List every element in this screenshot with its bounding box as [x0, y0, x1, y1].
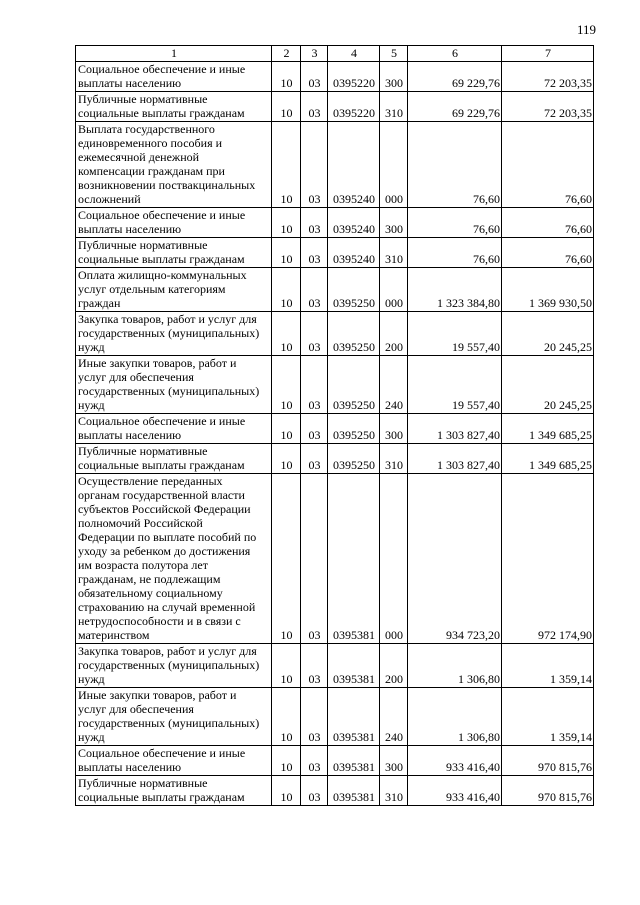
- section-code: 10: [272, 746, 301, 776]
- table-row: [76, 444, 594, 474]
- subsection-code: 03: [301, 92, 328, 122]
- table-row: [76, 644, 594, 688]
- expense-type-code: 240: [380, 688, 408, 746]
- amount-col7: 1 349 685,25: [502, 444, 594, 474]
- section-code: 10: [272, 208, 301, 238]
- amount-col7: 970 815,76: [502, 776, 594, 806]
- section-code: 10: [272, 776, 301, 806]
- table-row: [76, 122, 594, 208]
- table-row: [76, 238, 594, 268]
- target-article-code: 0395240: [328, 122, 380, 208]
- target-article-code: 0395250: [328, 356, 380, 414]
- subsection-code: 03: [301, 444, 328, 474]
- amount-col6: 1 323 384,80: [408, 268, 502, 312]
- section-code: 10: [272, 414, 301, 444]
- row-name: Закупка товаров, работ и услуг для государственных (муниципальных) нужд: [76, 644, 272, 688]
- row-name: Выплата государственного единовременного пособия и ежемесячной денежной компенсации гражданам при возникновении поствакцинальных осложнений: [76, 122, 272, 208]
- amount-col7: 76,60: [502, 122, 594, 208]
- row-name: Оплата жилищно-коммунальных услуг отдельным категориям граждан: [76, 268, 272, 312]
- expense-type-code: 310: [380, 238, 408, 268]
- expense-type-code: 310: [380, 92, 408, 122]
- table-row: [76, 776, 594, 806]
- amount-col6: 1 303 827,40: [408, 414, 502, 444]
- target-article-code: 0395240: [328, 238, 380, 268]
- amount-col7: 20 245,25: [502, 312, 594, 356]
- table-row: [76, 474, 594, 644]
- section-code: 10: [272, 688, 301, 746]
- section-code: 10: [272, 356, 301, 414]
- target-article-code: 0395250: [328, 268, 380, 312]
- amount-col6: 69 229,76: [408, 92, 502, 122]
- column-header: 3: [301, 46, 328, 62]
- amount-col7: 72 203,35: [502, 92, 594, 122]
- expense-type-code: 200: [380, 644, 408, 688]
- section-code: 10: [272, 268, 301, 312]
- expense-type-code: 240: [380, 356, 408, 414]
- column-header: 1: [76, 46, 272, 62]
- expense-type-code: 300: [380, 62, 408, 92]
- column-header: 6: [408, 46, 502, 62]
- row-name: Публичные нормативные социальные выплаты гражданам: [76, 238, 272, 268]
- amount-col7: 76,60: [502, 238, 594, 268]
- section-code: 10: [272, 312, 301, 356]
- amount-col6: 934 723,20: [408, 474, 502, 644]
- amount-col6: 19 557,40: [408, 312, 502, 356]
- subsection-code: 03: [301, 644, 328, 688]
- budget-table: [75, 45, 594, 806]
- row-name: Публичные нормативные социальные выплаты гражданам: [76, 444, 272, 474]
- amount-col7: 1 359,14: [502, 644, 594, 688]
- row-name: Осуществление переданных органам государственной власти субъектов Российской Федерации полномочий Российской Федерации по выплате пособий по уходу за ребенком до достижения им возраста полутора лет гражданам, не подлежащим обязательному социальному страхованию на случай временной нетрудоспособности и в связи с материнством: [76, 474, 272, 644]
- section-code: 10: [272, 474, 301, 644]
- target-article-code: 0395381: [328, 644, 380, 688]
- row-name: Социальное обеспечение и иные выплаты населению: [76, 414, 272, 444]
- subsection-code: 03: [301, 414, 328, 444]
- subsection-code: 03: [301, 208, 328, 238]
- amount-col7: 1 349 685,25: [502, 414, 594, 444]
- column-header: 5: [380, 46, 408, 62]
- table-row: [76, 62, 594, 92]
- table-row: [76, 356, 594, 414]
- amount-col6: 76,60: [408, 122, 502, 208]
- expense-type-code: 310: [380, 444, 408, 474]
- table-row: [76, 688, 594, 746]
- amount-col6: 76,60: [408, 208, 502, 238]
- amount-col7: 20 245,25: [502, 356, 594, 414]
- table-row: [76, 92, 594, 122]
- amount-col7: 1 359,14: [502, 688, 594, 746]
- section-code: 10: [272, 444, 301, 474]
- amount-col6: 76,60: [408, 238, 502, 268]
- table-row: [76, 414, 594, 444]
- table-row: [76, 268, 594, 312]
- expense-type-code: 310: [380, 776, 408, 806]
- target-article-code: 0395250: [328, 444, 380, 474]
- amount-col6: 19 557,40: [408, 356, 502, 414]
- target-article-code: 0395381: [328, 474, 380, 644]
- amount-col7: 76,60: [502, 208, 594, 238]
- section-code: 10: [272, 238, 301, 268]
- section-code: 10: [272, 644, 301, 688]
- amount-col6: 1 303 827,40: [408, 444, 502, 474]
- amount-col7: 970 815,76: [502, 746, 594, 776]
- subsection-code: 03: [301, 356, 328, 414]
- section-code: 10: [272, 92, 301, 122]
- amount-col7: 1 369 930,50: [502, 268, 594, 312]
- expense-type-code: 300: [380, 414, 408, 444]
- subsection-code: 03: [301, 122, 328, 208]
- row-name: Публичные нормативные социальные выплаты гражданам: [76, 92, 272, 122]
- target-article-code: 0395250: [328, 312, 380, 356]
- amount-col6: 69 229,76: [408, 62, 502, 92]
- table-row: [76, 746, 594, 776]
- target-article-code: 0395381: [328, 746, 380, 776]
- row-name: Иные закупки товаров, работ и услуг для обеспечения государственных (муниципальных) нужд: [76, 356, 272, 414]
- amount-col6: 933 416,40: [408, 776, 502, 806]
- target-article-code: 0395220: [328, 92, 380, 122]
- subsection-code: 03: [301, 268, 328, 312]
- column-header: 2: [272, 46, 301, 62]
- expense-type-code: 300: [380, 208, 408, 238]
- expense-type-code: 000: [380, 474, 408, 644]
- amount-col6: 1 306,80: [408, 688, 502, 746]
- section-code: 10: [272, 62, 301, 92]
- target-article-code: 0395220: [328, 62, 380, 92]
- expense-type-code: 300: [380, 746, 408, 776]
- target-article-code: 0395381: [328, 776, 380, 806]
- amount-col6: 1 306,80: [408, 644, 502, 688]
- expense-type-code: 000: [380, 122, 408, 208]
- subsection-code: 03: [301, 474, 328, 644]
- amount-col7: 72 203,35: [502, 62, 594, 92]
- target-article-code: 0395381: [328, 688, 380, 746]
- column-header: 7: [502, 46, 594, 62]
- page-number: 119: [576, 22, 596, 37]
- row-name: Публичные нормативные социальные выплаты гражданам: [76, 776, 272, 806]
- section-code: 10: [272, 122, 301, 208]
- row-name: Социальное обеспечение и иные выплаты населению: [76, 62, 272, 92]
- table-row: [76, 312, 594, 356]
- target-article-code: 0395250: [328, 414, 380, 444]
- subsection-code: 03: [301, 62, 328, 92]
- subsection-code: 03: [301, 688, 328, 746]
- row-name: Социальное обеспечение и иные выплаты населению: [76, 746, 272, 776]
- column-header: 4: [328, 46, 380, 62]
- amount-col7: 972 174,90: [502, 474, 594, 644]
- expense-type-code: 000: [380, 268, 408, 312]
- target-article-code: 0395240: [328, 208, 380, 238]
- subsection-code: 03: [301, 238, 328, 268]
- amount-col6: 933 416,40: [408, 746, 502, 776]
- subsection-code: 03: [301, 746, 328, 776]
- row-name: Закупка товаров, работ и услуг для государственных (муниципальных) нужд: [76, 312, 272, 356]
- row-name: Иные закупки товаров, работ и услуг для обеспечения государственных (муниципальных) нужд: [76, 688, 272, 746]
- subsection-code: 03: [301, 312, 328, 356]
- expense-type-code: 200: [380, 312, 408, 356]
- header-row: [76, 46, 594, 62]
- subsection-code: 03: [301, 776, 328, 806]
- row-name: Социальное обеспечение и иные выплаты населению: [76, 208, 272, 238]
- table-row: [76, 208, 594, 238]
